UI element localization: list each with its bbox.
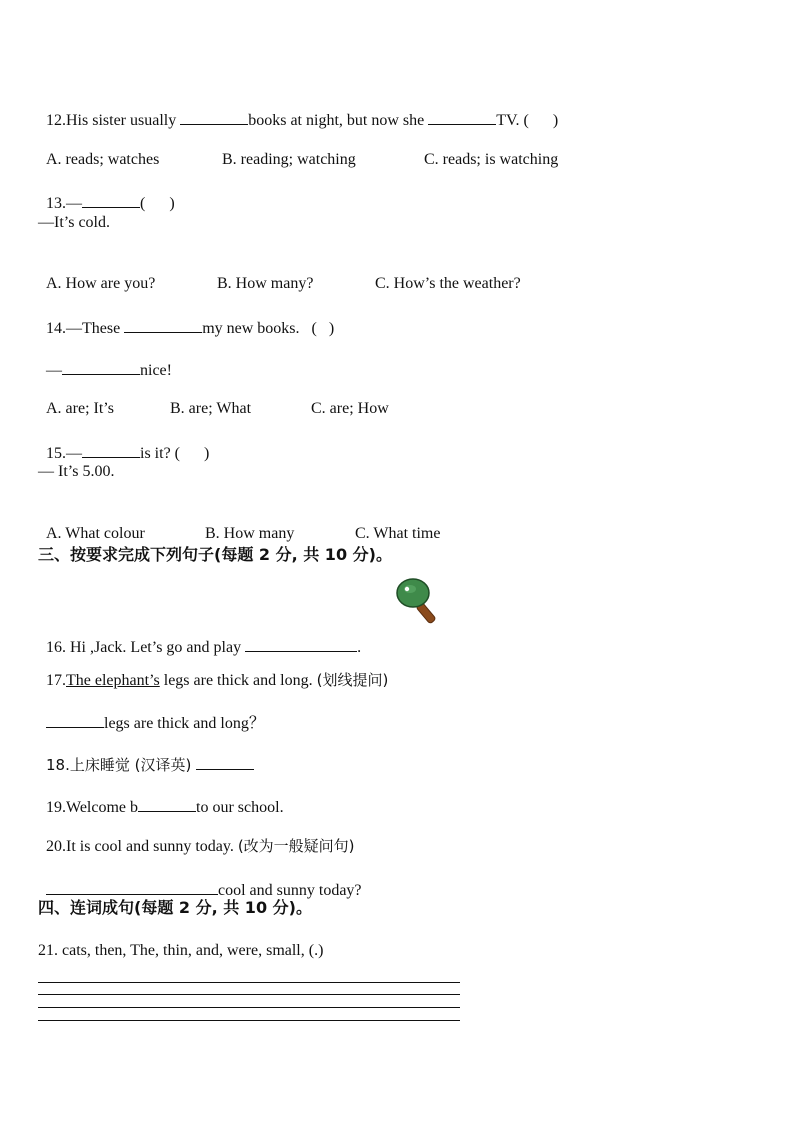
question-19 [38,775,284,818]
question-12 [38,88,558,131]
q14-stem-b: my new books. ( ) [202,320,335,337]
q12-blank-1[interactable] [180,108,248,125]
q14-blank-1[interactable] [124,316,202,333]
q14-blank-2[interactable] [62,358,140,375]
q13-option-a[interactable]: A. How are you? [46,275,156,292]
q13-stem-b: ( ) [140,195,175,212]
q12-options [38,130,558,170]
q20-line2-text: cool and sunny today? [218,882,362,899]
q16-end: . [357,639,362,656]
q12-option-c[interactable]: C. reads; is watching [424,151,559,168]
answer-line-2[interactable] [38,994,460,995]
q15-options [38,504,440,544]
q15-option-a[interactable]: A. What colour [46,525,145,542]
q15-option-c[interactable]: C. What time [355,525,441,542]
q13-blank[interactable] [82,191,140,208]
section-4-heading: 四、连词成句(每题 2 分, 共 10 分)。 [38,898,312,917]
q19-blank[interactable] [138,795,196,812]
q14-option-c[interactable]: C. are; How [311,400,389,417]
q15-blank[interactable] [82,441,140,458]
q15-option-b[interactable]: B. How many [205,525,295,542]
q18-text: 18.上床睡觉 (汉译英) [46,756,197,774]
ping-pong-paddle-icon [394,576,446,626]
q19-stem-a: 19.Welcome b [46,799,139,816]
q20-stem: 20.It is cool and sunny today. [46,838,238,855]
q14-option-a[interactable]: A. are; It’s [46,400,114,417]
q17-line2-text: legs are thick and long？ [104,715,265,732]
q14-options [38,379,389,419]
q14-reply-dash: — [46,362,62,379]
q13-stem-a: 13.— [46,195,82,212]
q14-stem-a: 14.—These [46,320,125,337]
q17-answer-line [38,691,265,734]
answer-line-4[interactable] [38,1020,460,1021]
question-14 [38,296,334,339]
q17-number: 17. [46,672,66,689]
q17-blank[interactable] [46,711,104,728]
question-15 [38,421,209,464]
q17-underlined-part: The elephant’s [66,672,160,689]
section-3-heading: 三、按要求完成下列句子(每题 2 分, 共 10 分)。 [38,545,392,564]
q12-option-a[interactable]: A. reads; watches [46,151,160,168]
q17-rest: legs are thick and long. [159,672,317,689]
q12-option-b[interactable]: B. reading; watching [222,151,356,168]
question-21: 21. cats, then, The, thin, and, were, small, (.) [38,942,324,959]
q14-reply-text: nice! [140,362,172,379]
q12-stem-a: 12.His sister usually [46,112,181,129]
question-13 [38,171,175,214]
q12-stem-b: books at night, but now she [248,112,429,129]
q16-stem: 16. Hi ,Jack. Let’s go and play [46,639,246,656]
q14-option-b[interactable]: B. are; What [170,400,252,417]
question-18 [38,733,254,776]
q12-stem-c: TV. ( ) [496,112,559,129]
q15-stem-a: 15.— [46,445,82,462]
q18-blank[interactable] [196,753,254,770]
question-17 [38,650,388,691]
q13-option-b[interactable]: B. How many? [217,275,314,292]
q13-answer: —It’s cold. [38,214,110,231]
q14-reply [38,338,172,381]
q19-stem-b: to our school. [196,799,284,816]
q12-blank-2[interactable] [428,108,496,125]
answer-line-3[interactable] [38,1007,460,1008]
q13-option-c[interactable]: C. How’s the weather? [375,275,521,292]
answer-line-1[interactable] [38,982,460,983]
q17-instruction: (划线提问) [316,671,389,689]
q20-instruction: (改为一般疑问句) [237,837,355,855]
q15-answer: — It’s 5.00. [38,463,115,480]
q20-answer-line [38,858,362,901]
q13-options [38,254,521,294]
question-20 [38,816,355,857]
q15-stem-b: is it? ( ) [140,445,210,462]
q20-blank[interactable] [46,878,218,895]
